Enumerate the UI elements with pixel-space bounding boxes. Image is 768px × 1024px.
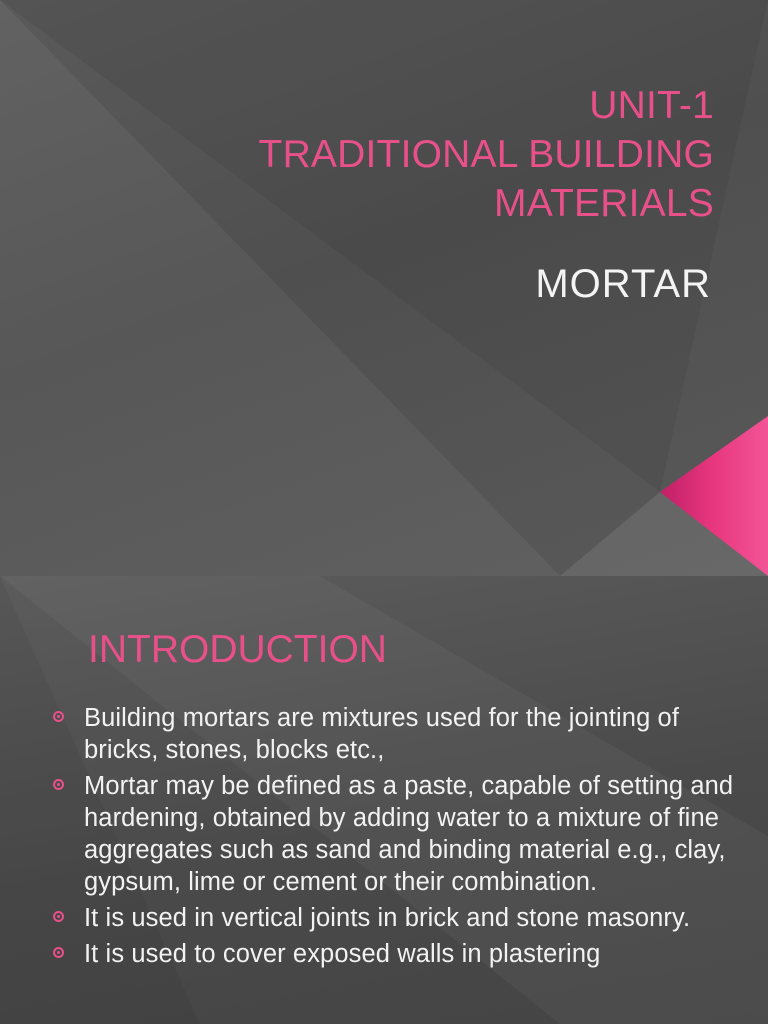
circle-bullet-icon [53,911,64,922]
list-item [50,902,740,934]
section-heading: INTRODUCTION [88,628,387,671]
circle-bullet-icon [53,779,64,790]
bullet-list [50,702,740,974]
list-item [50,702,740,766]
bullet-text: Mortar may be defined as a paste, capable of setting and hardening, obtained by adding water to a mixture of fine aggregates such as sand and binding material e.g., clay, gypsum, lime or cement or their combination. [84,772,734,896]
bullet-text: It is used in vertical joints in brick and stone masonry. [84,904,691,932]
title-line-3: MATERIALS [494,182,714,225]
subtitle: MORTAR [535,262,711,306]
list-item [50,938,740,970]
circle-bullet-icon [53,711,64,722]
bullet-text: Building mortars are mixtures used for the jointing of bricks, stones, blocks etc., [84,704,680,764]
bullet-text: It is used to cover exposed walls in plastering [84,940,601,968]
circle-bullet-icon [53,947,64,958]
list-item [50,770,740,898]
title-line-1: UNIT-1 [589,84,714,127]
slide-introduction [0,576,768,1024]
title-line-2: TRADITIONAL BUILDING [258,133,714,176]
